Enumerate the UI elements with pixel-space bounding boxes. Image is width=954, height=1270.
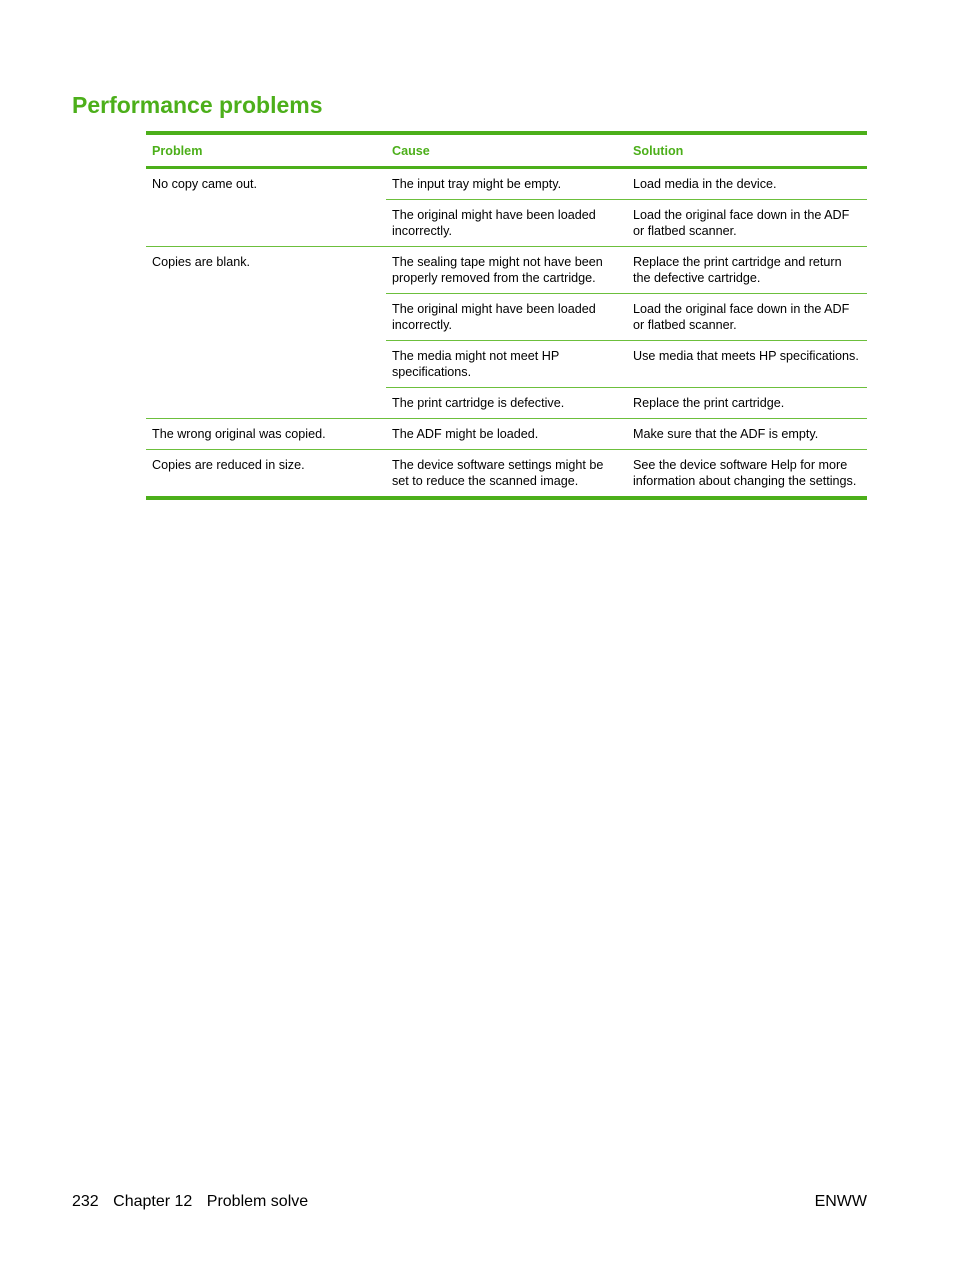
solution-cell: Use media that meets HP specifications.: [627, 341, 867, 388]
solution-cell: Replace the print cartridge and return the defective cartridge.: [627, 247, 867, 294]
problem-cell: [146, 388, 386, 419]
solution-cell: See the device software Help for more information about changing the settings.: [627, 450, 867, 499]
cause-cell: The ADF might be loaded.: [386, 419, 627, 450]
chapter-label: Chapter 12: [113, 1193, 193, 1210]
header-cause: Cause: [392, 144, 430, 158]
page-title: Performance problems: [72, 92, 323, 118]
problem-cell: Copies are blank.: [146, 247, 386, 294]
table-row: [146, 200, 867, 247]
cause-cell: The print cartridge is defective.: [386, 388, 627, 419]
solution-cell: Replace the print cartridge.: [627, 388, 867, 419]
header-solution: Solution: [633, 144, 684, 158]
solution-cell: Load media in the device.: [627, 168, 867, 200]
table-row: [146, 168, 867, 200]
table-row: [146, 450, 867, 499]
table-row: [146, 419, 867, 450]
cause-cell: The device software settings might be set to reduce the scanned image.: [386, 450, 627, 499]
cause-cell: The sealing tape might not have been properly removed from the cartridge.: [386, 247, 627, 294]
table-row: [146, 388, 867, 419]
table-row: [146, 294, 867, 341]
table-row: [146, 247, 867, 294]
header-problem: Problem: [152, 144, 203, 158]
footer-code: ENWW: [814, 1193, 867, 1210]
table-row: [146, 341, 867, 388]
problem-cell: Copies are reduced in size.: [146, 450, 386, 499]
problem-cell: No copy came out.: [146, 168, 386, 200]
cause-cell: The media might not meet HP specifications.: [386, 341, 627, 388]
problem-cell: The wrong original was copied.: [146, 419, 386, 450]
table-header-row: [146, 133, 867, 168]
problem-cell: [146, 341, 386, 388]
cause-cell: The input tray might be empty.: [386, 168, 627, 200]
solution-cell: Load the original face down in the ADF or flatbed scanner.: [627, 200, 867, 247]
cause-cell: The original might have been loaded incorrectly.: [386, 294, 627, 341]
page-number: 232: [72, 1193, 99, 1210]
solution-cell: Make sure that the ADF is empty.: [627, 419, 867, 450]
problem-cell: [146, 294, 386, 341]
performance-problems-table: [146, 131, 867, 500]
solution-cell: Load the original face down in the ADF or flatbed scanner.: [627, 294, 867, 341]
cause-cell: The original might have been loaded incorrectly.: [386, 200, 627, 247]
problem-cell: [146, 200, 386, 247]
page-footer: [72, 1193, 318, 1211]
section-label: Problem solve: [206, 1193, 309, 1210]
